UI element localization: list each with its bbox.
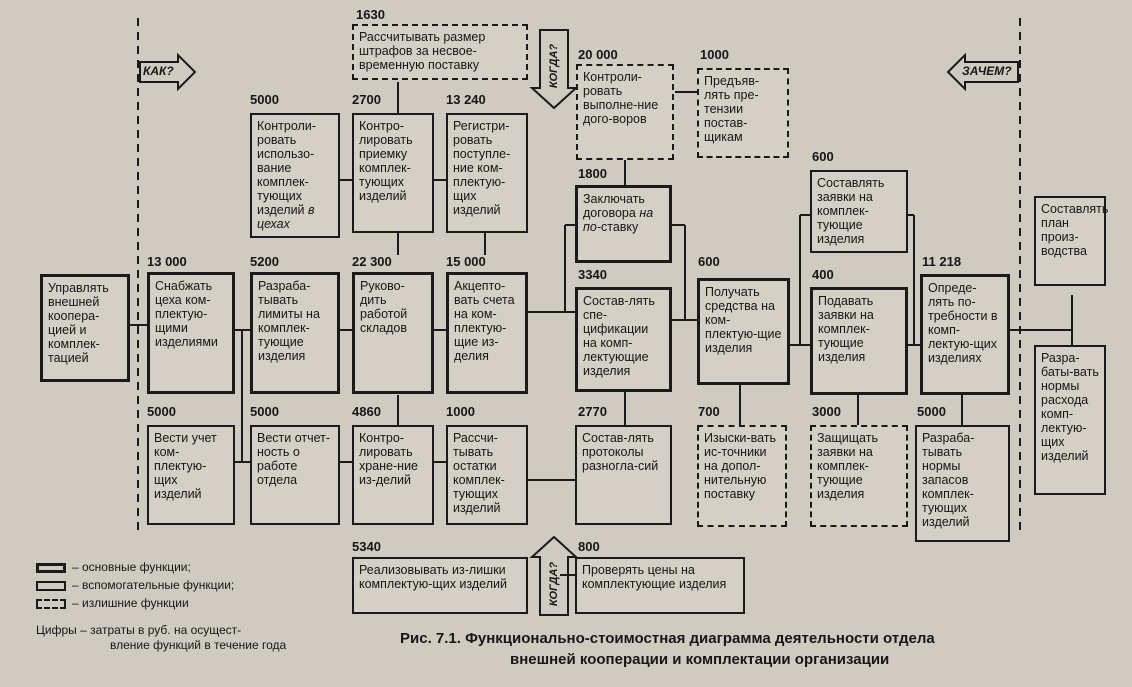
- cost-storage: 4860: [352, 404, 381, 419]
- cost-ctrl-use: 5000: [250, 92, 279, 107]
- legend-main-text: – основные функции;: [72, 560, 191, 574]
- box-develop-limits: [250, 272, 340, 394]
- box-manage-cooperation-text: Управлять внешней коопера-цией и комплек-тацией: [48, 281, 109, 365]
- box-check-prices-text: Проверять цены на комплектующие изделия: [582, 563, 727, 591]
- box-compose-specs: [575, 287, 672, 392]
- how-arrow-label: КАК?: [143, 64, 174, 78]
- cost-defend: 3000: [812, 404, 841, 419]
- box-register-receipt-text: Регистри-ровать поступле-ние ком-плектую-щих изделий: [453, 119, 511, 217]
- box-control-usage: [250, 113, 340, 238]
- box-consumption-norms-text: Разра-баты-вать нормы расхода комп-лектую-щих изделий: [1041, 351, 1099, 463]
- box-keep-accounts: [147, 425, 235, 525]
- cost-fine: 1630: [356, 7, 385, 22]
- cost-stock: 5000: [917, 404, 946, 419]
- legend-aux-text: – вспомогательные функции;: [72, 578, 235, 592]
- cost-needs: 11 218: [922, 254, 962, 269]
- box-compose-requests-text: Составлять заявки на комплек-тующие изделия: [817, 176, 885, 246]
- box-compose-specs-text: Состав-лять спе-цификации на комп-лектующие изделия: [583, 294, 655, 378]
- legend-main-swatch: [36, 563, 66, 573]
- when-bottom-arrow-label: КОГДА?: [548, 561, 560, 607]
- box-conclude-contracts-text-end: ставку: [601, 220, 639, 234]
- box-defend-requests-text: Защищать заявки на комплек-тующие изделия: [817, 431, 878, 501]
- cost-account: 5000: [147, 404, 176, 419]
- cost-prices: 800: [578, 539, 600, 554]
- box-determine-needs: [920, 274, 1010, 395]
- box-register-receipt: [446, 113, 528, 233]
- box-check-prices: [575, 557, 745, 614]
- box-conclude-contracts-italic: на по-: [583, 206, 654, 234]
- cost-accept: 15 000: [446, 254, 486, 269]
- box-production-plan-text: Составлять план произ-водства: [1041, 202, 1109, 258]
- why-arrow-label: ЗАЧЕМ?: [962, 64, 1012, 78]
- box-file-claims: [697, 68, 789, 158]
- box-manage-warehouses-text: Руково-дить работой складов: [360, 279, 408, 335]
- box-develop-limits-text: Разраба-тывать лимиты на комплек-тующие изделия: [258, 279, 320, 363]
- box-seek-sources: [697, 425, 787, 527]
- box-consumption-norms: [1034, 345, 1106, 495]
- figure-caption-line1: Рис. 7.1. Функционально-стоимостная диаграмма деятельности отдела: [400, 630, 935, 647]
- box-conclude-contracts-text: Заключать договора: [583, 192, 645, 220]
- box-stock-norms: [915, 425, 1010, 542]
- box-control-acceptance: [352, 113, 434, 233]
- box-accept-invoices: [446, 272, 528, 394]
- box-defend-requests: [810, 425, 908, 527]
- figure-caption-line2: внешней кооперации и комплектации организации: [510, 651, 890, 668]
- cost-protocol: 2770: [578, 404, 607, 419]
- cost-spec: 3340: [578, 267, 607, 282]
- box-submit-requests: [810, 287, 908, 395]
- cost-report: 5000: [250, 404, 279, 419]
- box-monitor-contracts: [576, 64, 674, 160]
- cost-ctrl-acc: 2700: [352, 92, 381, 107]
- box-control-storage: [352, 425, 434, 525]
- box-obtain-funds-text: Получать средства на ком-плектую-щие изделия: [705, 285, 782, 355]
- cost-monitor: 20 000: [578, 47, 618, 62]
- box-determine-needs-text: Опреде-лять по-требности в комп-лектую-щих изделиях: [928, 281, 998, 365]
- box-control-usage-text: Контроли-ровать использо-вание комплек-тующих изделий: [257, 119, 316, 217]
- cost-register: 13 240: [446, 92, 486, 107]
- box-control-storage-text: Контро-лировать хране-ние из-делий: [359, 431, 419, 487]
- box-conclude-contracts: [575, 185, 672, 263]
- when-top-arrow-label: КОГДА?: [548, 43, 560, 89]
- box-calc-remainders-text: Рассчи-тывать остатки комплек-тующих изделий: [453, 431, 505, 515]
- box-manage-warehouses: [352, 272, 434, 394]
- box-supply-shops-text: Снабжать цеха ком-плектую-щими изделиями: [155, 279, 218, 349]
- box-production-plan: [1034, 196, 1109, 286]
- box-stock-norms-text: Разраба-тывать нормы запасов комплек-тующих изделий: [922, 431, 975, 529]
- box-compose-requests: [810, 170, 908, 253]
- cost-submit: 400: [812, 267, 834, 282]
- box-obtain-funds: [697, 278, 790, 385]
- box-keep-accounts-text: Вести учет ком-плектую-щих изделий: [154, 431, 217, 501]
- box-file-claims-text: Предъяв-лять пре-тензии постав-щикам: [704, 74, 760, 144]
- box-calc-fines: [352, 24, 528, 80]
- box-keep-reports: [250, 425, 340, 525]
- box-keep-reports-text: Вести отчет-ность о работе отдела: [257, 431, 331, 487]
- box-control-usage-italic: в цехах: [257, 203, 315, 231]
- box-sell-surplus: [352, 557, 528, 614]
- box-supply-shops: [147, 272, 235, 394]
- box-disagreement-protocols: [575, 425, 672, 525]
- legend-note-line2: вление функций в течение года: [110, 638, 287, 652]
- box-accept-invoices-text: Акцепто-вать счета на ком-плектую-щие из-делия: [454, 279, 515, 363]
- cost-surplus: 5340: [352, 539, 381, 554]
- legend-excess-text: – излишние функции: [72, 596, 189, 610]
- cost-claims: 1000: [700, 47, 729, 62]
- cost-supply: 13 000: [147, 254, 187, 269]
- box-monitor-contracts-text: Контроли-ровать выполне-ние дого-воров: [583, 70, 659, 126]
- box-manage-cooperation: [40, 274, 130, 382]
- cost-extra: 700: [698, 404, 720, 419]
- box-sell-surplus-text: Реализовывать из-лишки комплектую-щих изделий: [359, 563, 507, 591]
- cost-limits: 5200: [250, 254, 279, 269]
- cost-request: 600: [812, 149, 834, 164]
- cost-funds: 600: [698, 254, 720, 269]
- box-submit-requests-text: Подавать заявки на комплек-тующие изделия: [818, 294, 874, 364]
- legend-note-line1: Цифры – затраты в руб. на осущест-: [36, 623, 242, 637]
- cost-contract: 1800: [578, 166, 607, 181]
- cost-rest: 1000: [446, 404, 475, 419]
- legend-excess-swatch: [36, 599, 66, 609]
- box-seek-sources-text: Изыски-вать ис-точники на допол-нительную поставку: [704, 431, 776, 501]
- box-control-acceptance-text: Контро-лировать приемку комплек-тующих изделий: [359, 119, 413, 203]
- box-calc-fines-text: Рассчитывать размер штрафов за несвое-временную поставку: [359, 30, 486, 72]
- box-calc-remainders: [446, 425, 528, 525]
- cost-manage-wh: 22 300: [352, 254, 392, 269]
- legend-aux-swatch: [36, 581, 66, 591]
- box-disagreement-protocols-text: Состав-лять протоколы разногла-сий: [582, 431, 659, 473]
